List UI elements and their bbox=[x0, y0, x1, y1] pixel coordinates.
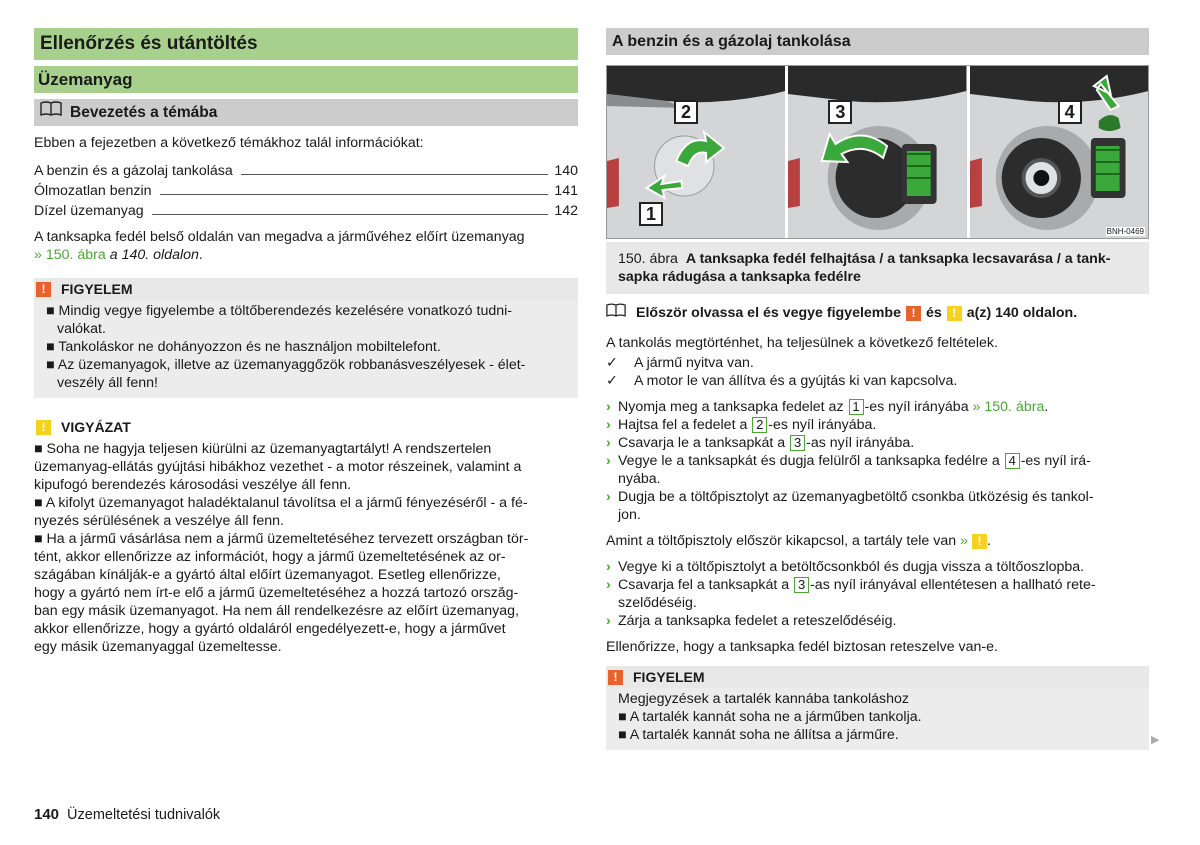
step-text: -es nyíl irá- bbox=[1020, 453, 1091, 469]
section-title: Üzemanyag bbox=[34, 66, 578, 93]
caution-line: ■ A kifolyt üzemanyagot haladéktalanul távolítsa el a jármű fényezéséről - a fé- bbox=[34, 495, 528, 511]
warning-line: veszély áll fenn! bbox=[57, 375, 158, 391]
figure-number-4: 4 bbox=[1058, 100, 1082, 124]
caution-icon: ! bbox=[972, 534, 987, 549]
toc-page: 142 bbox=[554, 203, 578, 219]
warning-line: Megjegyzések a tartalék kannába tankoláshoz bbox=[618, 691, 910, 707]
warning-line: valókat. bbox=[57, 321, 106, 337]
step-text: -es nyíl irányába bbox=[864, 399, 973, 415]
condition-item bbox=[606, 354, 1149, 372]
left-column bbox=[34, 28, 578, 656]
step-item bbox=[606, 398, 1149, 416]
arrow-number: 2 bbox=[752, 417, 767, 433]
caution-header bbox=[34, 416, 578, 438]
arrow-number: 3 bbox=[794, 577, 809, 593]
step-text: Nyomja meg a tanksapka fedelet az bbox=[618, 399, 848, 415]
check-text: Ellenőrizze, hogy a tanksapka fedél biztosan reteszelve van-e. bbox=[606, 639, 998, 655]
figure-panel-4 bbox=[967, 66, 1148, 238]
warning-icon: ! bbox=[36, 282, 51, 297]
paragraph-text: A tanksapka fedél belső oldalán van megadva a járművéhez előírt üzemanyag bbox=[34, 229, 525, 245]
warning-header bbox=[606, 666, 1149, 688]
figure-caption bbox=[606, 242, 1149, 294]
step-text: jon. bbox=[618, 507, 641, 523]
page-reference: a 140. oldalon bbox=[109, 247, 199, 263]
warning-box bbox=[606, 666, 1149, 750]
caution-line: üzemanyag-ellátás gyújtási hibákhoz vezethet - a motor részeinek, valamint a bbox=[34, 459, 522, 475]
warning-line: ■ A tartalék kannát soha ne állítsa a járműre. bbox=[618, 727, 899, 743]
period: . bbox=[1044, 399, 1049, 415]
warning-icon: ! bbox=[906, 306, 921, 321]
caution-link[interactable]: » bbox=[960, 533, 969, 549]
subsection-title: Bevezetés a témába bbox=[70, 104, 218, 121]
condition-item bbox=[606, 372, 1149, 390]
warning-header bbox=[34, 278, 578, 300]
arrow-number: 1 bbox=[849, 399, 864, 415]
step-arrow-icon: › bbox=[606, 489, 611, 505]
condition-text: A jármű nyitva van. bbox=[634, 355, 754, 371]
check-icon: ✓ bbox=[606, 355, 618, 371]
caption-label: 150. ábra bbox=[618, 251, 678, 267]
caution-line: nyezés sérülésének a veszélye áll fenn. bbox=[34, 513, 284, 529]
check-icon: ✓ bbox=[606, 373, 618, 389]
full-tank-note: Amint a töltőpisztoly először kikapcsol, a tartály tele van » ! . bbox=[606, 533, 991, 549]
caution-line: ■ Ha a jármű vásárlása nem a jármű üzemeltetéséhez tervezett országban tör- bbox=[34, 531, 529, 547]
figure-number-2: 2 bbox=[674, 100, 698, 124]
step-text: nyába. bbox=[618, 471, 661, 487]
toc-row[interactable] bbox=[34, 160, 578, 180]
caption-text-1: A tanksapka fedél felhajtása / a tanksapka lecsavarása / a tank- bbox=[685, 251, 1111, 267]
subsection-header bbox=[34, 99, 578, 126]
arrow-number: 3 bbox=[790, 435, 805, 451]
step-arrow-icon: › bbox=[606, 417, 611, 433]
figure-150 bbox=[606, 65, 1149, 239]
toc-row[interactable] bbox=[34, 180, 578, 200]
step-item bbox=[606, 416, 1149, 434]
conditions-intro: A tankolás megtörténhet, ha teljesülnek a következő feltételek. bbox=[606, 335, 998, 351]
step-text: Dugja be a töltőpisztolyt az üzemanyagbetöltő csonkba ütközésig és tankol- bbox=[618, 489, 1094, 505]
caution-line: kipufogó berendezés károsodási veszélye áll fenn. bbox=[34, 477, 352, 493]
caption-text-2: sapka rádugása a tanksapka fedélre bbox=[618, 269, 861, 285]
toc-title: Ólmozatlan benzin bbox=[34, 183, 152, 199]
caution-line: egy másik üzemanyaggal üzemeltesse. bbox=[34, 639, 282, 655]
step-text: Csavarja le a tanksapkát a bbox=[618, 435, 790, 451]
step-arrow-icon: › bbox=[606, 399, 611, 415]
caution-box bbox=[34, 416, 578, 656]
warning-line: ■ Tankoláskor ne dohányozzon és ne használjon mobiltelefont. bbox=[46, 339, 441, 355]
warning-box bbox=[34, 278, 578, 398]
fuel-info-paragraph bbox=[34, 228, 578, 264]
book-icon bbox=[606, 303, 626, 323]
read-first-note bbox=[606, 304, 1149, 322]
step-arrow-icon: › bbox=[606, 435, 611, 451]
continue-arrow-icon: ▶ bbox=[1151, 734, 1160, 746]
intro-text: Ebben a fejezetben a következő témákhoz talál információkat: bbox=[34, 135, 424, 151]
figure-number-3: 3 bbox=[828, 100, 852, 124]
step-item bbox=[606, 576, 1149, 612]
warning-title: FIGYELEM bbox=[633, 669, 705, 685]
section-header bbox=[606, 28, 1149, 55]
warning-body bbox=[606, 688, 1149, 750]
page-footer bbox=[34, 806, 220, 824]
caution-line: hogy a gyártó nem írt-e elő a jármű üzemeltetéséhez a hozzá tartozó orszá̈g- bbox=[34, 585, 519, 601]
figure-link[interactable]: » 150. ábra bbox=[972, 399, 1045, 415]
full-tank-text: Amint a töltőpisztoly először kikapcsol, a tartály tele van bbox=[606, 533, 957, 549]
step-text: Csavarja fel a tanksapkát a bbox=[618, 577, 794, 593]
caution-title: VIGYÁZAT bbox=[61, 419, 131, 435]
condition-text: A motor le van állítva és a gyújtás ki van kapcsolva. bbox=[634, 373, 958, 389]
step-item bbox=[606, 488, 1149, 524]
caution-body bbox=[34, 438, 578, 656]
warning-line: ■ Az üzemanyagok, illetve az üzemanyaggőzök robbanásveszélyesek - élet- bbox=[46, 357, 526, 373]
toc-page: 140 bbox=[554, 163, 578, 179]
step-item bbox=[606, 452, 1149, 488]
figure-code: BNH-0469 bbox=[1106, 227, 1144, 236]
toc bbox=[34, 160, 578, 220]
book-icon bbox=[40, 99, 62, 126]
caution-line: akkor ellenőrizze, hogy a gyártó oldaláról engedélyezett-e, hogy a járművet bbox=[34, 621, 506, 637]
step-arrow-icon: › bbox=[606, 559, 611, 575]
step-text: -as nyíl irányába. bbox=[806, 435, 915, 451]
warning-body bbox=[34, 300, 578, 398]
caution-icon: ! bbox=[36, 420, 51, 435]
read-first-and: és bbox=[925, 305, 942, 321]
period: . bbox=[198, 247, 203, 263]
section-title: A benzin és a gázolaj tankolása bbox=[612, 33, 851, 50]
chapter-title: Ellenőrzés és utántöltés bbox=[34, 28, 578, 60]
step-arrow-icon: › bbox=[606, 577, 611, 593]
arrow-number: 4 bbox=[1005, 453, 1020, 469]
steps-list-2 bbox=[606, 558, 1149, 630]
step-text: Vegye ki a töltőpisztolyt a betöltőcsonkból és dugja vissza a töltőoszlopba. bbox=[618, 559, 1085, 575]
toc-row[interactable] bbox=[34, 200, 578, 220]
toc-title: Dízel üzemanyag bbox=[34, 203, 144, 219]
footer-title: Üzemeltetési tudnivalók bbox=[67, 807, 221, 823]
toc-page: 141 bbox=[554, 183, 578, 199]
figure-panel-3 bbox=[785, 66, 966, 238]
step-text: Zárja a tanksapka fedelet a reteszelődéséig. bbox=[618, 613, 897, 629]
warning-line: ■ Mindig vegye figyelembe a töltőberendezés kezelésére vonatkozó tudni- bbox=[46, 303, 512, 319]
step-item bbox=[606, 558, 1149, 576]
step-text: Hajtsa fel a fedelet a bbox=[618, 417, 752, 433]
figure-panel-1-2 bbox=[607, 66, 785, 238]
caution-line: szágában kínálják-e a gyártó által előírt üzemanyagot. Esetleg ellenőrizze, bbox=[34, 567, 501, 583]
step-text: szelődéséig. bbox=[618, 595, 697, 611]
toc-leader bbox=[241, 174, 549, 175]
caution-line: tént, akkor ellenőrizze az információt, hogy a jármű üzemeltetésének az or- bbox=[34, 549, 506, 565]
caution-icon: ! bbox=[947, 306, 962, 321]
toc-leader bbox=[160, 194, 549, 195]
step-arrow-icon: › bbox=[606, 453, 611, 469]
caution-line: ■ Soha ne hagyja teljesen kiürülni az üzemanyagtartályt! A rendszertelen bbox=[34, 441, 492, 457]
warning-line: ■ A tartalék kannát soha ne a járműben tankolja. bbox=[618, 709, 922, 725]
read-first-text: Először olvassa el és vegye figyelembe bbox=[636, 305, 901, 321]
page-number: 140 bbox=[34, 806, 60, 823]
steps-list-1 bbox=[606, 398, 1149, 524]
figure-link[interactable]: » 150. ábra bbox=[34, 247, 106, 263]
warning-icon: ! bbox=[608, 670, 623, 685]
step-item bbox=[606, 612, 1149, 630]
caution-line: ban egy másik üzemanyagot. Ha nem áll rendelkezésre az előírt üzemanyag, bbox=[34, 603, 519, 619]
toc-title: A benzin és a gázolaj tankolása bbox=[34, 163, 233, 179]
warning-title: FIGYELEM bbox=[61, 281, 133, 297]
figure-number-1: 1 bbox=[639, 202, 663, 226]
step-text: -es nyíl irányába. bbox=[768, 417, 877, 433]
step-text: -as nyíl irányával ellentétesen a hallható rete- bbox=[810, 577, 1096, 593]
read-first-page: a(z) 140 oldalon. bbox=[966, 305, 1078, 321]
step-item bbox=[606, 434, 1149, 452]
step-text: Vegye le a tanksapkát és dugja felülről a tanksapka fedélre a bbox=[618, 453, 1004, 469]
step-arrow-icon: › bbox=[606, 613, 611, 629]
right-column bbox=[606, 28, 1149, 750]
toc-leader bbox=[152, 214, 549, 215]
